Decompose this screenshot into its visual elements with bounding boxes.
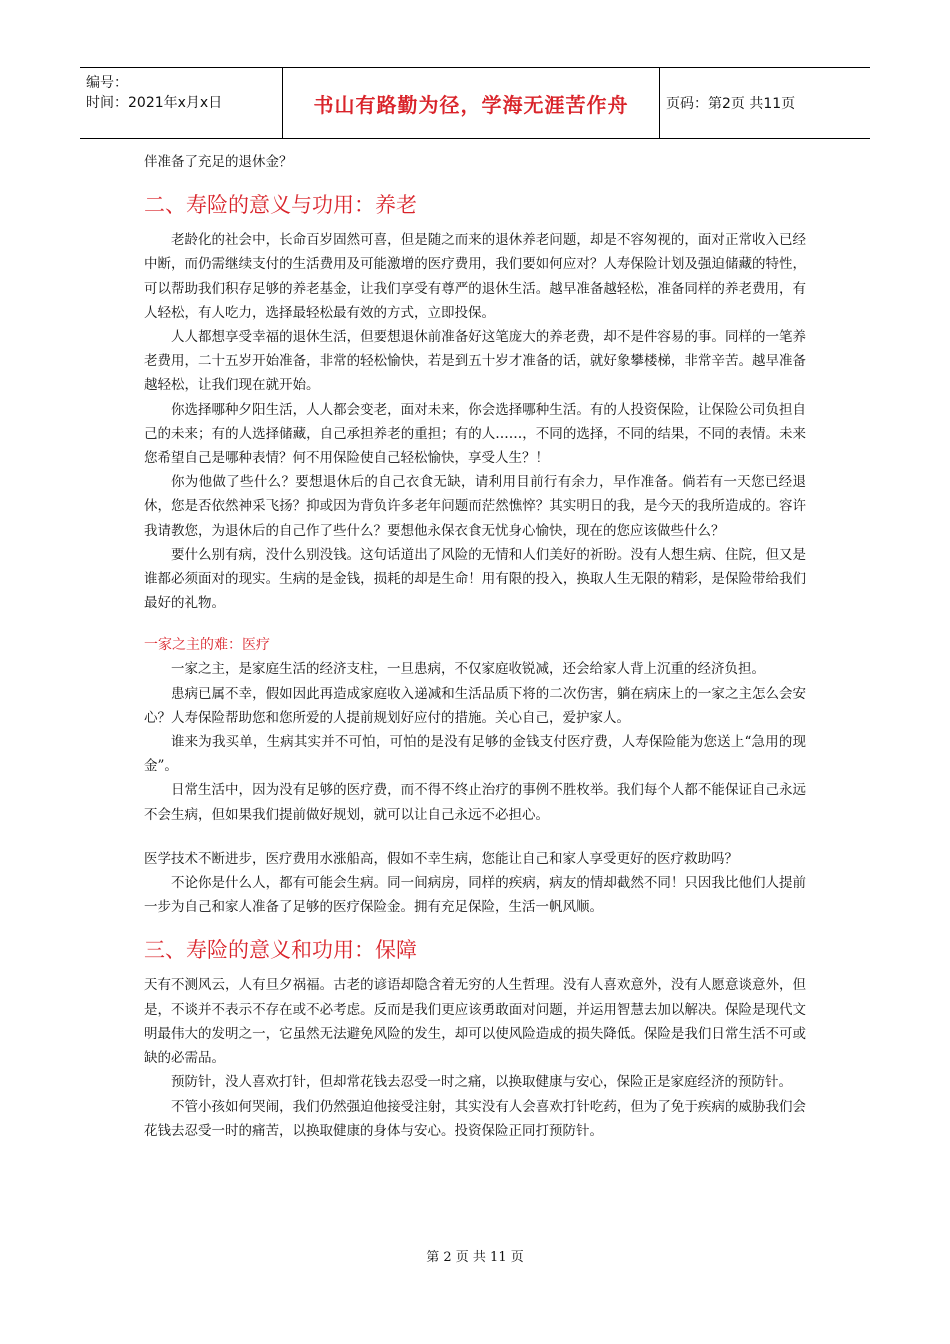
spacer <box>144 827 806 847</box>
intro-line: 伴准备了充足的退休金？ <box>144 154 293 170</box>
paragraph: 不管小孩如何哭闹，我们仍然强迫他接受注射，其实没有人会喜欢打针吃药，但为了免于疾病的威胁我们会花钱去忍受一时的痛苦，以换取健康的身体与安心。投资保险正同打预防针。 <box>144 1098 806 1139</box>
paragraph: 日常生活中，因为没有足够的医疗费，而不得不终止治疗的事例不胜枚举。我们每个人都不能保证自己永远不会生病，但如果我们提前做好规划，就可以让自己永远不必担心。 <box>144 782 806 823</box>
section-2-title: 二、寿险的意义与功用：养老 <box>144 193 417 218</box>
paragraph: 天有不测风云，人有旦夕祸福。古老的谚语却隐含着无穷的人生哲理。没有人喜欢意外，没有人愿意谈意外，但是，不谈并不表示不存在或不必考虑。反而是我们更应该勇敢面对问题，并运用智慧去加以解决。保险是现代文明最伟大的发明之一，它虽然无法避免风险的发生，却可以使风险造成的损失降低。保险是我们日常生活不可或缺的必需品。 <box>144 977 806 1067</box>
header-motto: 书山有路勤为径，学海无涯苦作舟 <box>283 68 660 138</box>
subsection-title: 一家之主的难：医疗 <box>144 637 270 654</box>
document-body <box>144 150 806 1143</box>
paragraph: 预防针，没人喜欢打针，但却常花钱去忍受一时之痛，以换取健康与安心，保险正是家庭经济的预防针。 <box>171 1074 792 1091</box>
paragraph: 患病已属不幸，假如因此再造成家庭收入递减和生活品质下将的二次伤害，躺在病床上的一家之主怎么会安心？人寿保险帮助您和您所爱的人提前规划好应付的措施。关心自己，爱护家人。 <box>144 685 806 726</box>
header-meta-cell <box>80 68 283 138</box>
header-table <box>80 67 870 139</box>
paragraph: 不论你是什么人，都有可能会生病。同一间病房，同样的疾病，病友的情却截然不同！只因我比他们人提前一步为自己和家人准备了足够的医疗保险金。拥有充足保险，生活一帆风顺。 <box>144 875 806 916</box>
paragraph: 人人都想享受幸福的退休生活，但要想退休前准备好这笔庞大的养老费，却不是件容易的事。同样的一笔养老费用，二十五岁开始准备，非常的轻松愉快，若是到五十岁才准备的话，就好象攀楼梯，非常辛苦。越早准备越轻松，让我们现在就开始。 <box>144 329 806 394</box>
paragraph: 要什么别有病，没什么别没钱。这句话道出了风险的无情和人们美好的祈盼。没有人想生病、住院，但又是谁都必须面对的现实。生病的是金钱，损耗的却是生命！用有限的投入，换取人生无限的精彩，是保险带给我们最好的礼物。 <box>144 546 806 612</box>
paragraph: 你为他做了些什么？要想退休后的自己衣食无缺，请利用目前行有余力，早作准备。倘若有一天您已经退休，您是否依然神采飞扬？抑或因为背负许多老年问题而茫然憔悴？其实明日的我，是今天的我所造成的。容许我请教您，为退休后的自己作了些什么？要想他永保衣食无忧身心愉快，现在的您应该做些什么？ <box>144 474 806 539</box>
paragraph: 一家之主，是家庭生活的经济支柱，一旦患病，不仅家庭收锐减，还会给家人背上沉重的经济负担。 <box>171 661 765 678</box>
time-label: 时间：2021年x月x日 <box>86 95 223 111</box>
number-label: 编号： <box>86 75 128 91</box>
page-footer: 第 2 页 共 11 页 <box>426 1250 524 1265</box>
paragraph: 谁来为我买单，生病其实并不可怕，可怕的是没有足够的金钱支付医疗费，人寿保险能为您送上“急用的现金”。 <box>144 734 806 775</box>
paragraph: 老龄化的社会中，长命百岁固然可喜，但是随之而来的退休养老问题，却是不容匆视的，面对正常收入已经中断，而仍需继续支付的生活费用及可能激增的医疗费用，我们要如何应对？人寿保险计划及强迫储藏的特性，可以帮助我们积存足够的养老基金，让我们享受有尊严的退休生活。越早准备越轻松，准备同样的养老费用，有人轻松，有人吃力，选择最轻松最有效的方式，立即投保。 <box>144 232 806 321</box>
header-page-label: 页码：第2页 共11页 <box>666 96 796 112</box>
paragraph: 你选择哪种夕阳生活，人人都会变老，面对未来，你会选择哪种生活。有的人投资保险，让保险公司负担自己的未来；有的人选择储藏，自己承担养老的重担；有的人……，不同的选择，不同的结果，不同的表情。未来您希望自己是哪种表情？何不用保险使自己轻松愉快，享受人生？！ <box>144 401 806 467</box>
section-3-title: 三、寿险的意义和功用：保障 <box>144 938 417 963</box>
paragraph: 医学技术不断进步，医疗费用水涨船高，假如不幸生病，您能让自己和家人享受更好的医疗救助吗？ <box>144 850 738 867</box>
